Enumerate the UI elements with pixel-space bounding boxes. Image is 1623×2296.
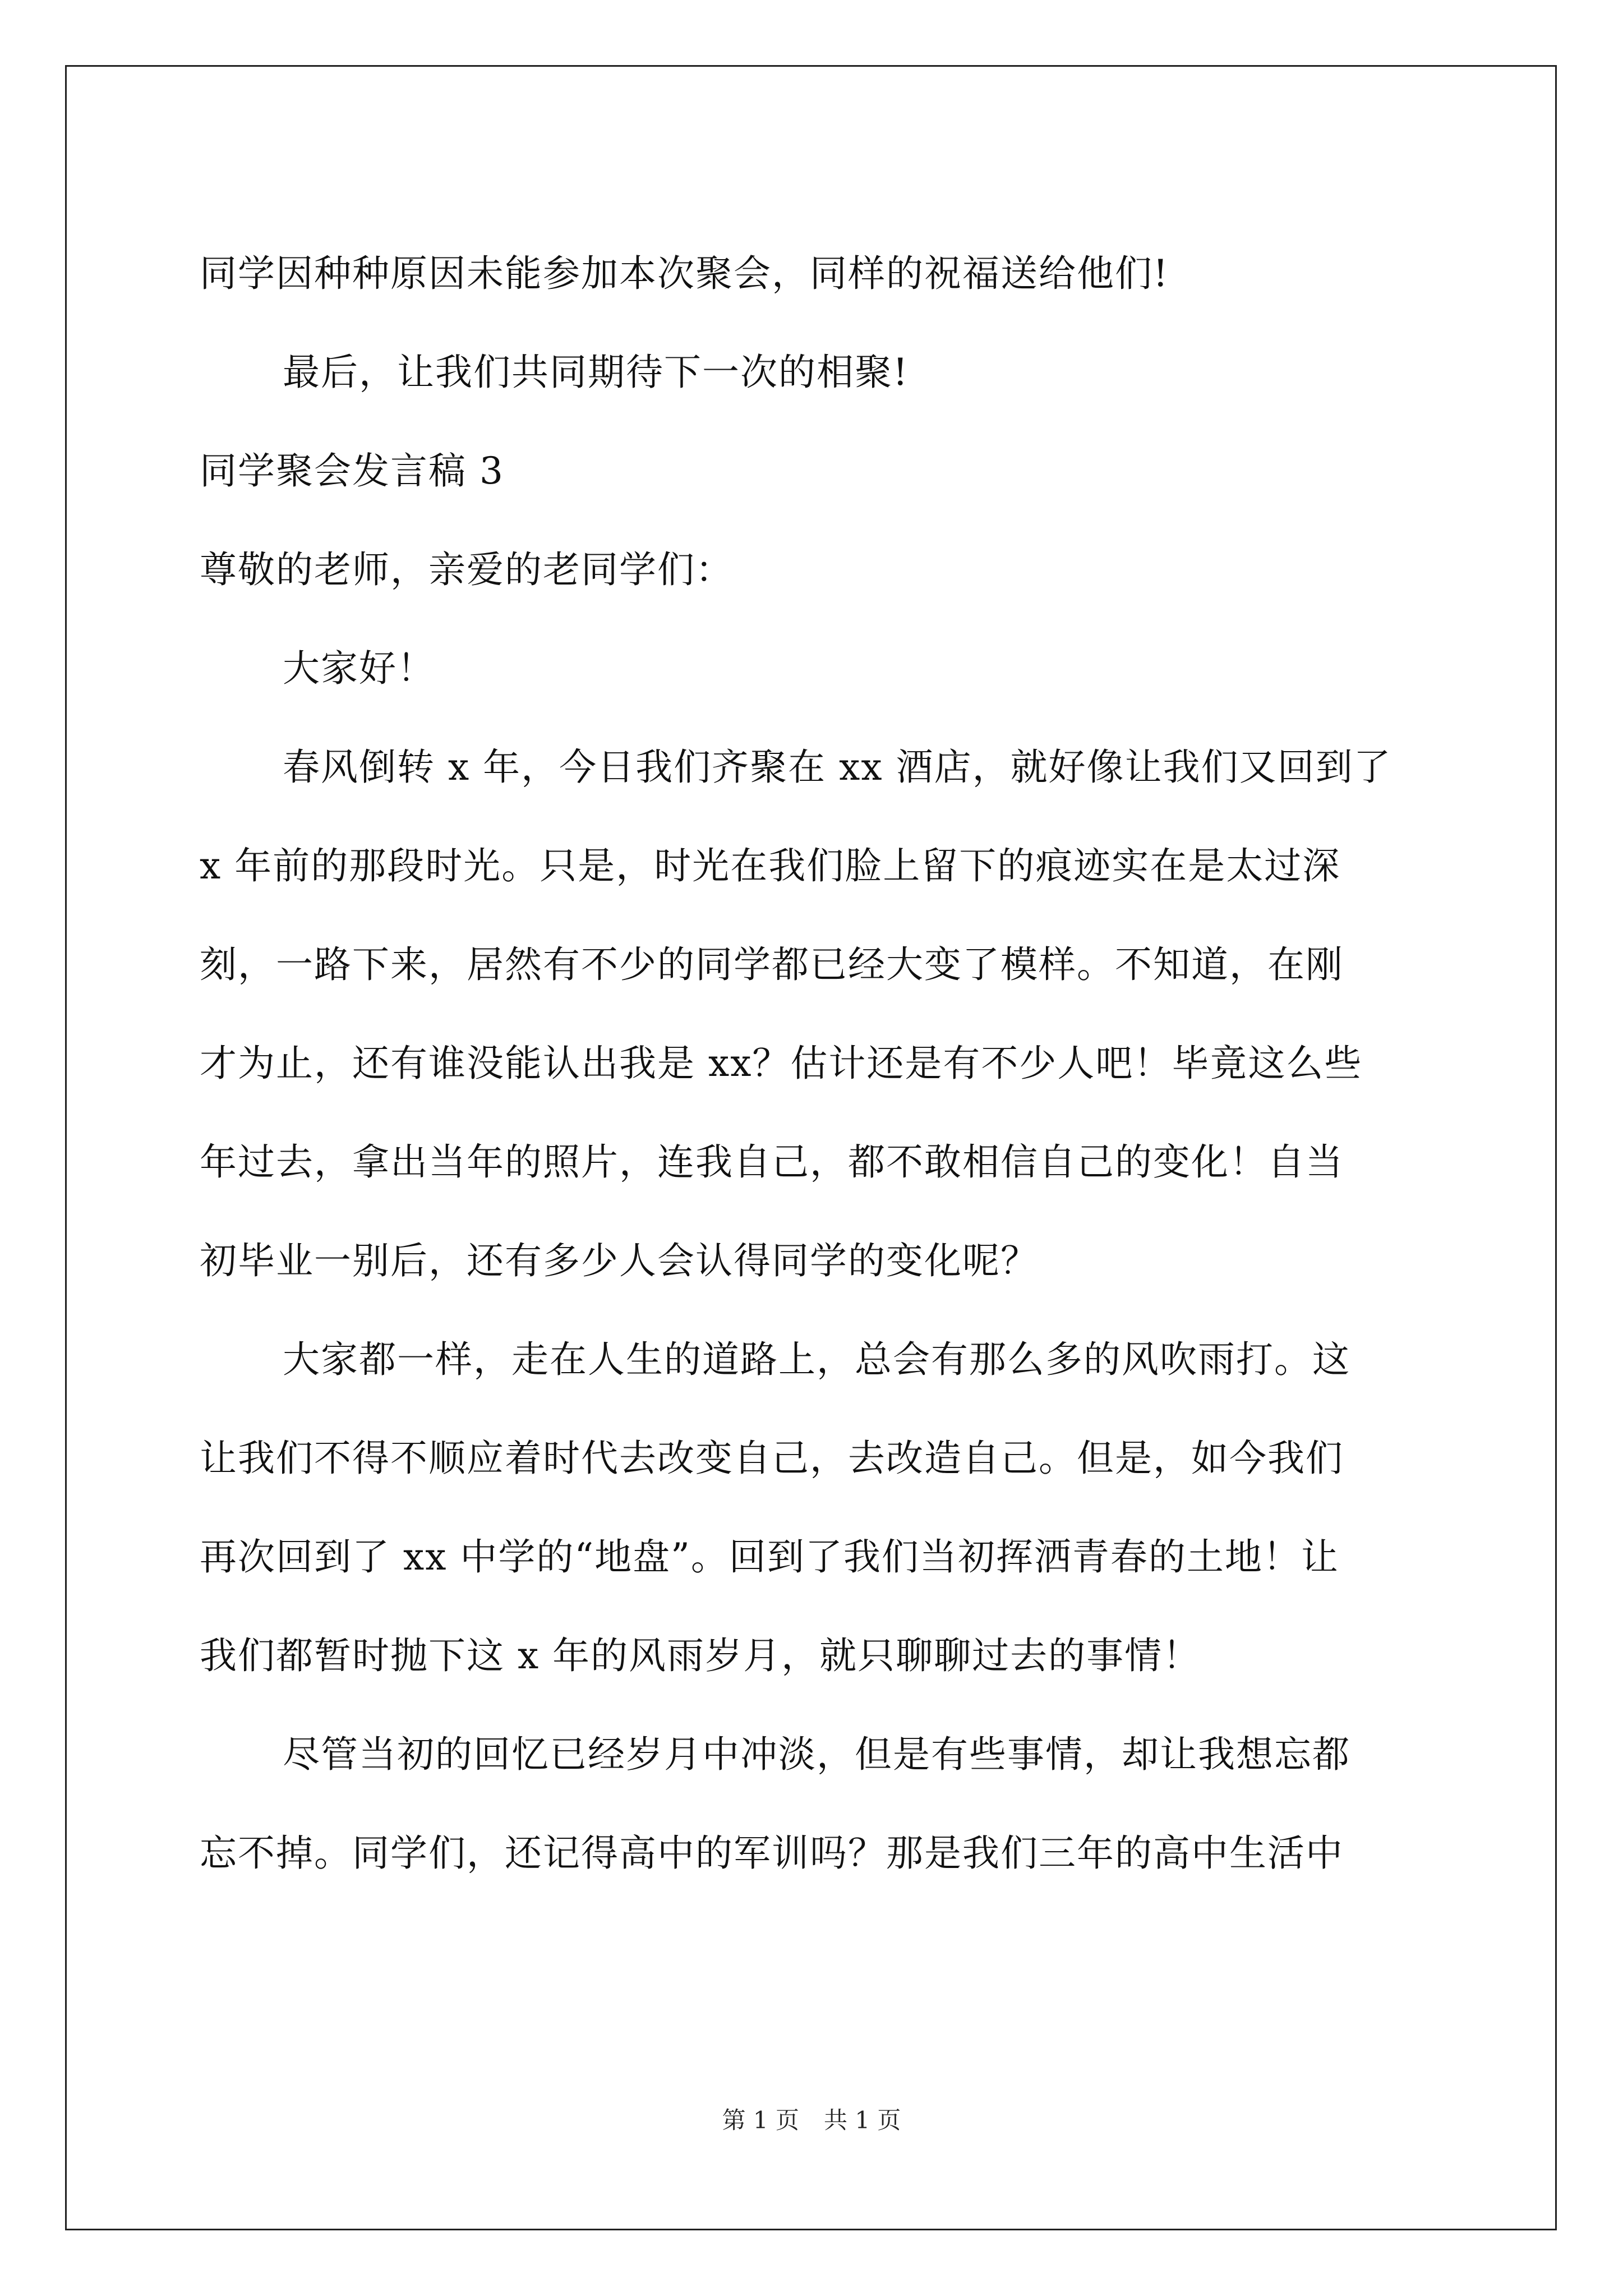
text-line: 同学因种种原因未能参加本次聚会，同样的祝福送给他们! [200, 252, 1169, 295]
text-line: 再次回到了 xx 中学的“地盘”。回到了我们当初挥洒青春的土地！让 [200, 1535, 1339, 1579]
page-footer [0, 2104, 1623, 2137]
page-number: 第 1 页 [722, 2106, 799, 2134]
text-line: x 年前的那段时光。只是，时光在我们脸上留下的痕迹实在是太过深 [200, 844, 1341, 887]
text-line: 忘不掉。同学们，还记得高中的军训吗？那是我们三年的高中生活中 [200, 1832, 1344, 1875]
text-line: 大家都一样，走在人生的道路上，总会有那么多的风吹雨打。这 [283, 1338, 1350, 1381]
text-line: 让我们不得不顺应着时代去改变自己，去改造自己。但是，如今我们 [200, 1437, 1344, 1480]
page-total: 共 1 页 [824, 2106, 901, 2134]
text-line: 尽管当初的回忆已经岁月中冲淡，但是有些事情，却让我想忘都 [283, 1733, 1350, 1776]
text-line: 年过去，拿出当年的照片，连我自己，都不敢相信自己的变化！自当 [200, 1140, 1344, 1184]
section-heading: 同学聚会发言稿 3 [200, 449, 504, 493]
greeting: 大家好！ [283, 647, 435, 690]
text-line: 春风倒转 x 年，今日我们齐聚在 xx 酒店，就好像让我们又回到了 [283, 746, 1392, 789]
document-body [200, 224, 1428, 1903]
text-line: 最后，让我们共同期待下一次的相聚! [283, 351, 909, 394]
text-line: 我们都暂时抛下这 x 年的风雨岁月，就只聊聊过去的事情！ [200, 1634, 1201, 1677]
text-line: 刻，一路下来，居然有不少的同学都已经大变了模样。不知道，在刚 [200, 943, 1344, 986]
salutation: 尊敬的老师，亲爱的老同学们： [200, 548, 734, 591]
text-line: 才为止，还有谁没能认出我是 xx？估计还是有不少人吧！毕竟这么些 [200, 1042, 1363, 1085]
text-line: 初毕业一别后，还有多少人会认得同学的变化呢？ [200, 1239, 1039, 1282]
